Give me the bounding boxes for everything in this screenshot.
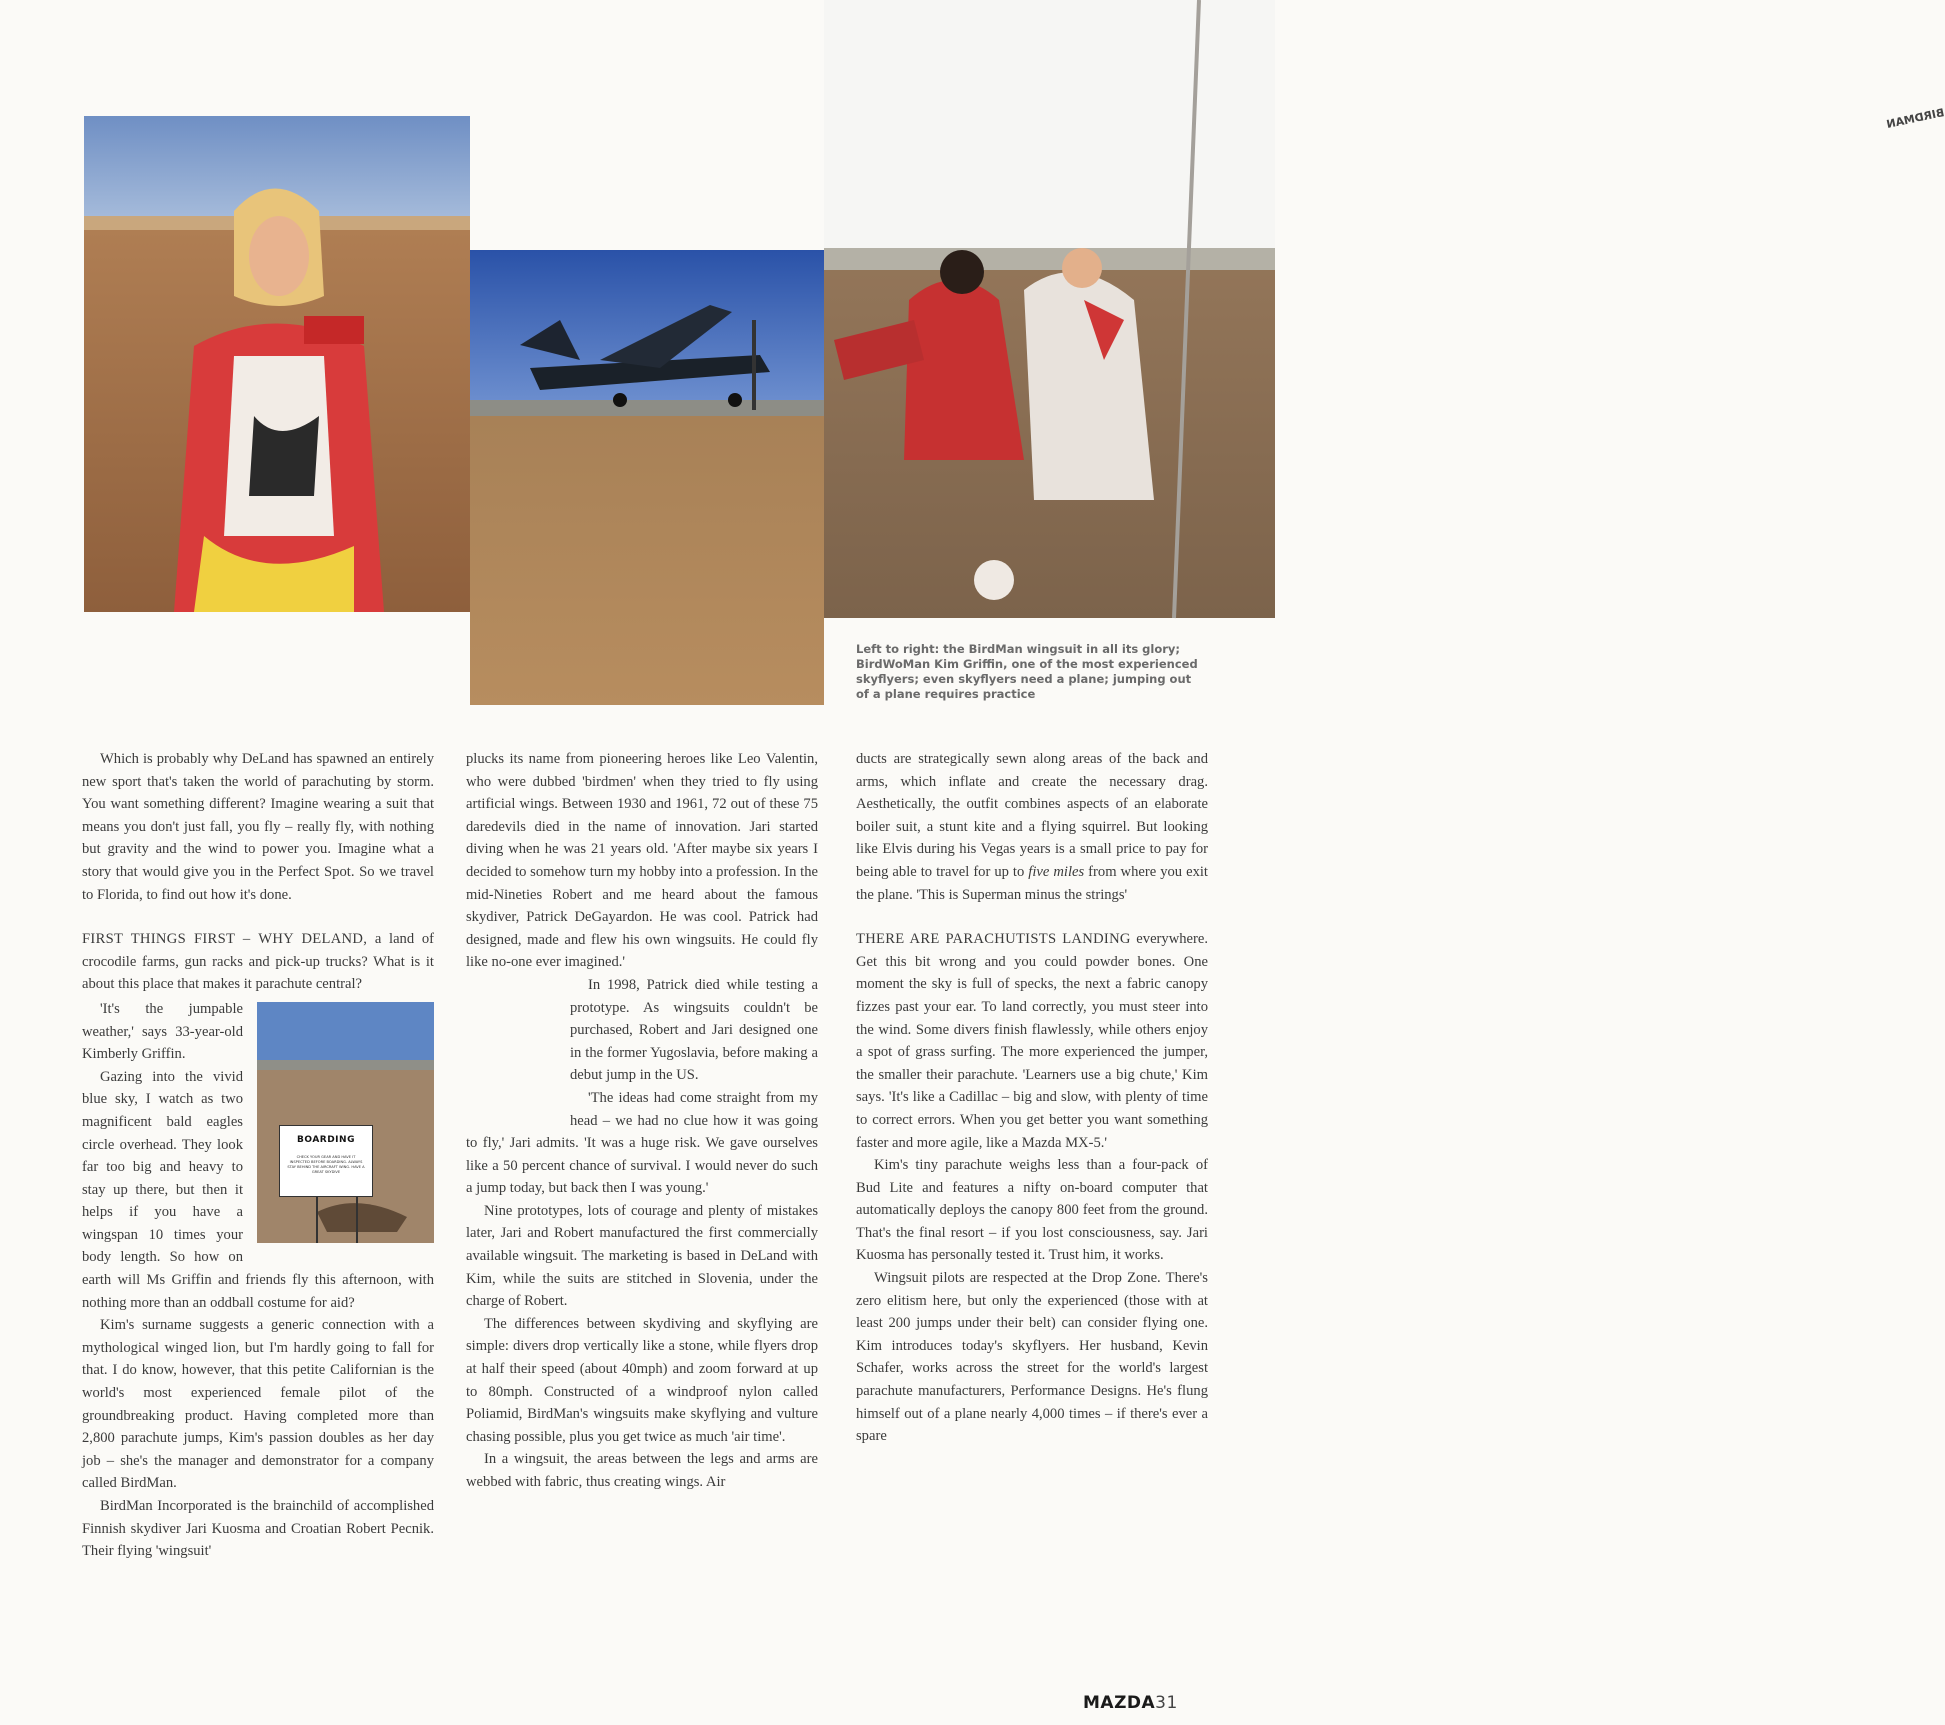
flag-text: BIRDMAN bbox=[1885, 106, 1945, 131]
paragraph: BirdMan Incorporated is the brainchild of accomplished Finnish skydiver Jari Kuosma and Croatian Robert Pecnik. Their flying 'wingsuit' bbox=[82, 1498, 434, 1560]
boarding-sign bbox=[279, 1125, 373, 1197]
page-number: 31 bbox=[1155, 1693, 1178, 1713]
paragraph: Wingsuit pilots are respected at the Drop Zone. There's zero elitism here, but only the experienced (those with at least 200 jumps under their belt) can consider flying one. Kim introduces today's skyflyers. Her husband, Kevin Schafer, works across the street for the world's largest parachute manufacturers, Performance Designs. He's flung himself out of a plane nearly 4,000 times – if there's ever a spare bbox=[856, 1270, 1208, 1445]
photo-airplane bbox=[470, 250, 824, 705]
inset-photo-boarding bbox=[257, 1002, 434, 1243]
subhead-caps: THERE ARE PARACHUTISTS LANDING bbox=[856, 931, 1131, 948]
paragraph: Kim's tiny parachute weighs less than a four-pack of Bud Lite and features a nifty on-board computer that automatically deploys the canopy 800 feet from the ground. That's the final resort – if you lost consciousness, say. Jari Kuosma has personally tested it. Trust him, it works. bbox=[856, 1157, 1208, 1264]
text-wrap-indent bbox=[466, 974, 570, 1116]
photo-skyflyers-group bbox=[824, 0, 1945, 618]
column-2 bbox=[466, 748, 818, 1494]
paragraph: In 1998, Patrick died while testing a prototype. As wingsuits couldn't be purchased, Robert and Jari designed one in the former Yugoslavia, before making a debut jump in the US. bbox=[570, 976, 818, 1084]
photo-kim-griffin bbox=[84, 116, 470, 612]
paragraph: 'It's the jumpable weather,' says 33-year-old Kimberly Griffin. bbox=[82, 1000, 243, 1063]
paragraph: Gazing into the vivid blue sky, I watch as two magnificent bald eagles circle overhead. They look far too big and heavy to stay up there, but then it helps if you have a wingspan 10 times your body length. So how on earth will Ms Griffin and friends fly this afternoon, with nothing more than an oddball costume for aid? bbox=[82, 1068, 434, 1311]
paragraph: Which is probably why DeLand has spawned an entirely new sport that's taken the world of parachuting by storm. You want something different? Imagine wearing a suit that means you don't just fall, you fly – really fly, with nothing but gravity and the wind to power you. Imagine what a story that would give you in the Perfect Spot. So we travel to Florida, to find out how it's done. bbox=[82, 751, 434, 903]
boarding-sign-title: BOARDING bbox=[297, 1134, 355, 1145]
paragraph-text: ducts are strategically sewn along areas of the back and arms, which inflate and create the necessary drag. Aesthetically, the outfit combines aspects of an elaborate boiler suit, a stunt kite and a flying squirrel. But looking like Elvis during his Vegas years is a small price to pay for being able to travel for up to bbox=[856, 751, 1208, 880]
footer-brand: MAZDA bbox=[1083, 1693, 1156, 1713]
paragraph-text: from where you exit the plane. 'This is Superman minus the strings' bbox=[856, 863, 1208, 903]
paragraph-subhead bbox=[856, 928, 1208, 1154]
column-3 bbox=[856, 748, 1208, 1448]
paragraph: The differences between skydiving and skyflying are simple: divers drop vertically like a stone, while flyers drop at half their speed (about 40mph) and zoom forward at up to 80mph. Constructed of a windproof nylon called Poliamid, BirdMan's wingsuits make skyflying and vulture chasing possible, plus you get twice as much 'air time'. bbox=[466, 1315, 818, 1445]
subhead-rest: everywhere. Get this bit wrong and you could powder bones. One moment the sky is full of specks, the next a fabric canopy fizzes past your ear. To land correctly, you must steer into the wind. Some divers finish flawlessly, while others enjoy a spot of grass surfing. The more experienced the jumper, the smaller their parachute. 'Learners use a big chute,' Kim says. 'It's like a Cadillac – big and slow, with plenty of time to correct errors. When you get better you want something faster and more agile, like a Mazda MX-5.' bbox=[856, 931, 1208, 1151]
paragraph: plucks its name from pioneering heroes like Leo Valentin, who were dubbed 'birdmen' when they tried to fly using artificial wings. Between 1930 and 1961, 72 out of these 75 daredevils died in the name of innovation. Jari started diving when he was 21 years old. 'After maybe six years I decided to somehow turn my hobby into a profession. In the mid-Nineties Robert and me heard about the famous skydiver, Patrick DeGayardon. He was cool. Patrick had designed, made and flew his own wingsuits. He could fly like no-one ever imagined.' bbox=[466, 751, 818, 971]
paragraph: Nine prototypes, lots of courage and plenty of mistakes later, Jari and Robert manufactured the first commercially available wingsuit. The marketing is based in DeLand with Kim, while the suits are stitched in Slovenia, under the charge of Robert. bbox=[466, 1202, 818, 1310]
column-1 bbox=[82, 748, 434, 1563]
boarding-sign-body: CHECK YOUR GEAR AND HAVE IT INSPECTED BEFORE BOARDING. ALWAYS STAY BEHIND THE AIRCRAFT WING. HAVE A GREAT SKYDIVE bbox=[287, 1154, 365, 1174]
paragraph: Kim's surname suggests a generic connection with a mythological winged lion, but I'm hardly going to fall for that. I do know, however, that this petite Californian is the world's most experienced female pilot of the groundbreaking product. Having completed more than 2,800 parachute jumps, Kim's passion doubles as her day job – she's the manager and demonstrator for a company called BirdMan. bbox=[82, 1317, 434, 1492]
photo-caption: Left to right: the BirdMan wingsuit in all its glory; BirdWoMan Kim Griffin, one of the most experienced skyflyers; even skyflyers need a plane; jumping out of a plane requires practice bbox=[856, 642, 1198, 701]
paragraph-subhead bbox=[82, 928, 434, 996]
paragraph: In a wingsuit, the areas between the legs and arms are webbed with fabric, thus creating wings. Air bbox=[466, 1451, 818, 1490]
page-footer bbox=[1083, 1693, 1178, 1713]
subhead-rest: a land of crocodile farms, gun racks and pick-up trucks? What is it about this place that makes it parachute central? bbox=[82, 931, 434, 993]
paragraph bbox=[856, 748, 1208, 906]
paragraph: 'The ideas had come straight from my head – we had no clue how it was going to fly,' Jari admits. 'It was a huge risk. We gave ourselves like a 50 percent chance of survival. I would never do such a jump today, but back then I was young.' bbox=[466, 1089, 818, 1197]
emphasis-text: five miles bbox=[1028, 863, 1085, 880]
subhead-caps: FIRST THINGS FIRST – WHY DELAND, bbox=[82, 931, 368, 948]
